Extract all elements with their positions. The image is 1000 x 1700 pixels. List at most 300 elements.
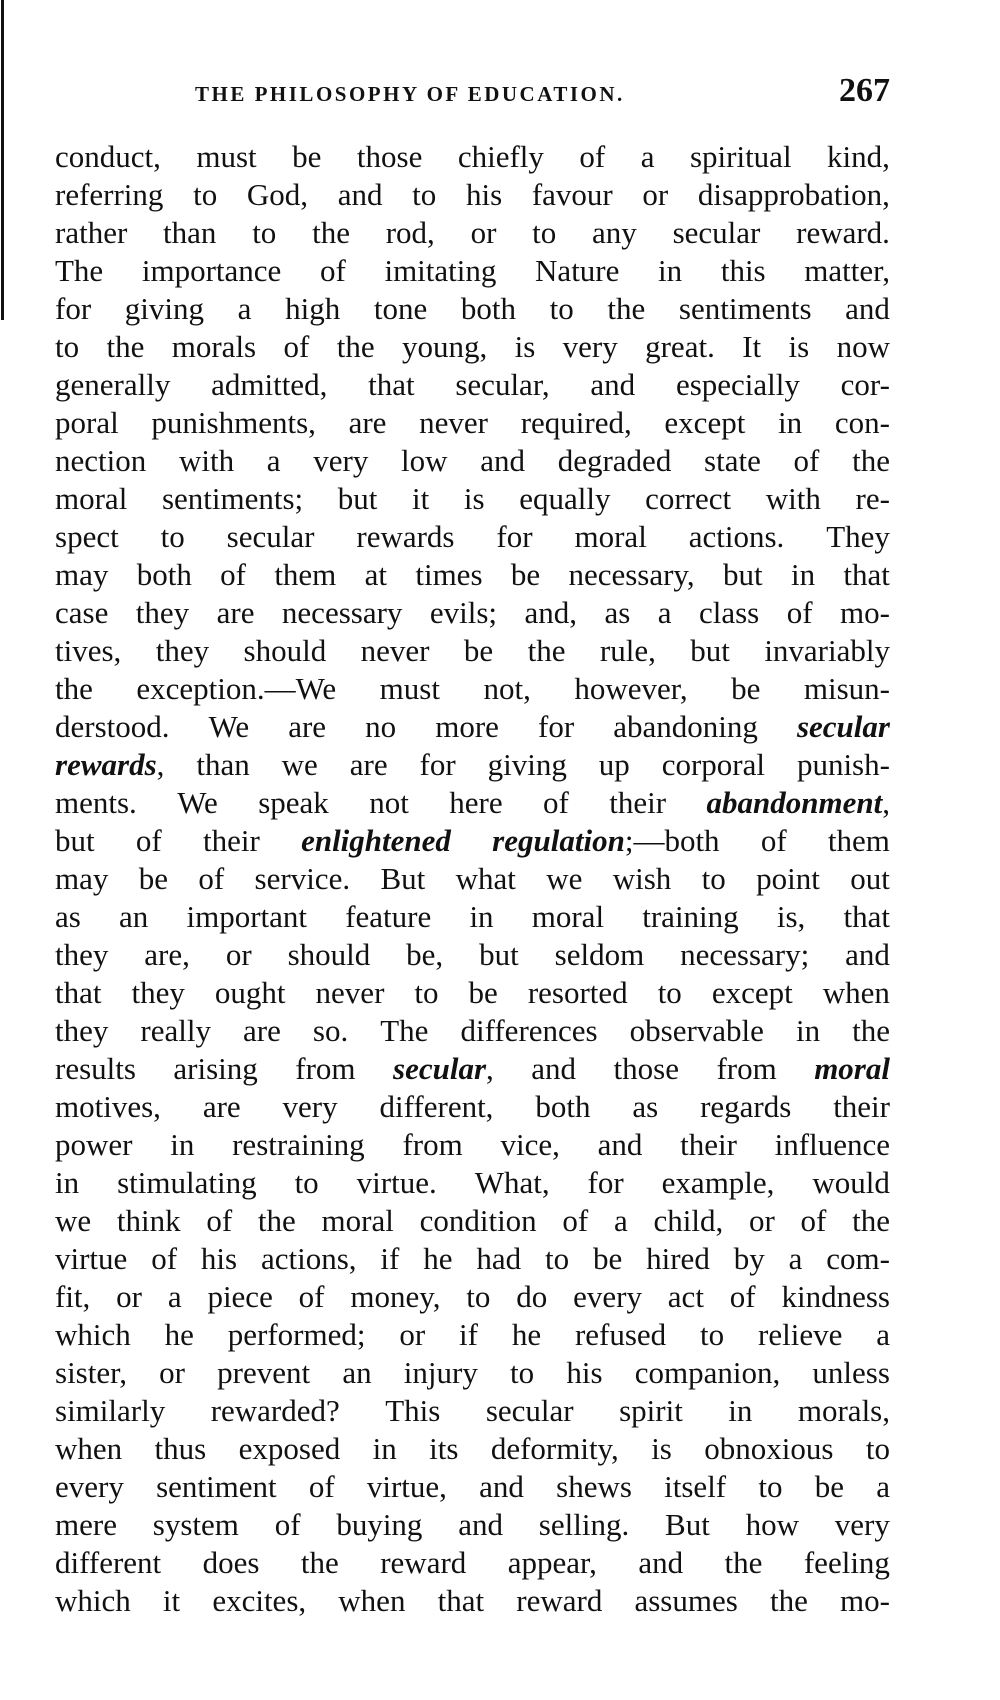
word: of [793,443,820,478]
word: the [300,1545,339,1580]
word: they [55,937,109,972]
word: giving [124,291,205,326]
word: relieve [758,1317,843,1352]
word: wish [612,861,672,896]
word: especially [675,367,800,402]
word: or [225,937,252,972]
word: ments. [55,785,137,820]
word: a [266,443,281,478]
word: now [836,329,890,364]
word: sentiments [678,291,812,326]
word: or [159,1355,185,1390]
word: every [573,1279,642,1314]
running-title: THE PHILOSOPHY OF EDUCATION. [195,82,625,106]
word: or [642,177,669,212]
word: had [476,1241,522,1276]
word: They [826,519,890,554]
text-line [55,898,890,936]
word: of [206,1203,233,1238]
word: should [287,937,371,972]
italic-word: rewards [55,747,157,782]
word: results [55,1051,136,1086]
word: to [701,861,726,896]
word: state [704,443,761,478]
word: But [380,861,426,896]
word: of [274,1507,301,1542]
word: that [55,975,102,1010]
word: a [237,291,252,326]
word: in [170,1127,195,1162]
word: or [748,1203,775,1238]
word: the [852,1013,890,1048]
word: never [315,975,385,1010]
page-header [55,74,890,114]
word: system [152,1507,239,1542]
word: any [592,215,637,250]
word: they [131,975,185,1010]
word: with [765,481,821,516]
word: power [55,1127,133,1162]
word: rewards [356,519,455,554]
word: that [843,899,890,934]
word: service. [254,861,351,896]
word: sentiments; [161,481,304,516]
word: as [604,595,631,630]
text-line [55,518,890,556]
word: we [55,1203,92,1238]
word: and, [524,595,578,630]
word: in [795,1013,821,1048]
word [707,784,890,822]
word: reward [516,1583,603,1618]
text-line [55,404,890,442]
word: of [298,1279,325,1314]
word: condition [419,1203,537,1238]
word: we [546,861,583,896]
word: times [415,557,483,592]
word: conduct, [55,139,161,174]
word: how [745,1507,799,1542]
word: their [833,1089,890,1124]
word: rule, [599,633,656,668]
word: unless [812,1355,890,1390]
word: those [356,139,423,174]
word: to [193,177,218,212]
word: punishments, [151,405,316,440]
word: and [337,177,383,212]
word: it [162,1583,181,1618]
text-line [55,442,890,480]
word: that [437,1583,485,1618]
word: itself [664,1469,727,1504]
word: very [282,1089,338,1124]
word: morals, [797,1393,890,1428]
word: is [788,329,810,364]
word: re- [855,481,890,516]
word: correct [645,481,732,516]
word: out [850,861,890,896]
italic-word: secular [393,1051,487,1086]
word: and [638,1545,684,1580]
text-line [55,366,890,404]
word: necessary; [680,937,810,972]
word: a [167,1279,182,1314]
word: to [412,177,437,212]
text-line [55,936,890,974]
word: motives, [55,1089,161,1124]
word: We [208,709,250,744]
word: it [412,481,430,516]
word: and [845,937,890,972]
italic-word: secular [796,709,890,744]
word: except [711,975,793,1010]
word: to [865,1431,890,1466]
word: moral [55,481,128,516]
word: vice, [500,1127,560,1162]
word: from [716,1051,777,1086]
page-edge-rule [1,0,4,320]
word: not, [483,671,531,706]
text-line [55,708,890,746]
word: secular [226,519,315,554]
text-line [55,1544,890,1582]
text-line [55,822,890,860]
word: , [882,785,890,820]
text-line [55,1012,890,1050]
word: in [658,253,683,288]
word: their [609,785,667,820]
word: the [336,329,375,364]
text-line [55,974,890,1012]
word: in [55,1165,80,1200]
word: matter, [804,253,890,288]
word: are [202,1089,241,1124]
word: exposed [238,1431,341,1466]
word: chiefly [457,139,544,174]
word: must [196,139,257,174]
word: spiritual [689,139,792,174]
word: the [106,329,145,364]
word: actions. [688,519,785,554]
word: degraded [557,443,672,478]
word: be [731,671,761,706]
word: This [385,1393,441,1428]
word: evils; [429,595,498,630]
word: admitted, [211,367,328,402]
word: really [140,1013,211,1048]
word: disapprobation, [697,177,890,212]
word: a [613,1203,628,1238]
word: class [698,595,760,630]
word: than [163,215,217,250]
word: of [135,823,162,858]
word: but [690,633,730,668]
word: be [592,1241,623,1276]
word: are [216,595,255,630]
word: shews [556,1469,632,1504]
word: of [220,557,246,592]
word: mo- [840,1583,890,1618]
word: and [458,1507,503,1542]
word: moral [321,1203,394,1238]
word: at [364,557,388,592]
word: does [202,1545,260,1580]
word: as [632,1089,659,1124]
word: every [55,1469,124,1504]
italic-word: enlightened [301,823,451,858]
word: buying [336,1507,423,1542]
word: of [579,139,606,174]
word [492,822,719,860]
text-line [55,1316,890,1354]
word: giving [487,747,567,782]
word: rather [55,215,128,250]
word: restraining [232,1127,365,1162]
word: may [55,861,109,896]
word: a [640,139,655,174]
word: are [288,709,327,744]
word: is [463,481,485,516]
word: or [399,1317,426,1352]
word: resorted [527,975,628,1010]
word: very [562,329,618,364]
text-line [55,328,890,366]
word: be [292,139,322,174]
word: virtue [55,1241,128,1276]
text-line [55,1582,890,1620]
word: fit, [55,1279,91,1314]
word: of [319,253,346,288]
word: that [368,367,415,402]
word: It [742,329,762,364]
text-line [55,176,890,214]
word: the [527,633,566,668]
word: are [243,1013,281,1048]
text-line [55,670,890,708]
word: are [348,405,387,440]
word: to [294,1165,319,1200]
word: the [852,1203,890,1238]
word: mo- [839,595,890,630]
word: but [55,823,95,858]
text-line [55,1278,890,1316]
word: should [243,633,327,668]
word: the [607,291,646,326]
word: the [724,1545,763,1580]
word: morals [171,329,257,364]
word: them [827,823,890,858]
word: kind, [827,139,890,174]
word: influence [774,1127,890,1162]
word: he [164,1317,194,1352]
word: be [138,861,168,896]
word: of [800,1203,827,1238]
word: secular [672,215,761,250]
word: and [531,1051,577,1086]
text-line [55,632,890,670]
word: in [778,405,803,440]
word: are, [144,937,190,972]
word: high [285,291,341,326]
word: regards [700,1089,792,1124]
word: a [788,1241,803,1276]
word: do [516,1279,548,1314]
word: with [178,443,235,478]
word: here [449,785,503,820]
text-line [55,1468,890,1506]
word: and [590,367,636,402]
word: the [257,1203,296,1238]
word: however, [574,671,688,706]
word: but [723,557,763,592]
word: he [511,1317,542,1352]
word: generally [55,367,171,402]
word: favour [531,177,613,212]
word: than [196,747,250,782]
word: or [470,215,497,250]
word: as [55,899,81,934]
word: but [479,937,519,972]
word: But [665,1507,710,1542]
text-line [55,1506,890,1544]
word: we [281,747,318,782]
word: when [55,1431,123,1466]
word: different, [379,1089,494,1124]
word: punish- [796,747,890,782]
word: appear, [507,1545,597,1580]
word: to [657,975,682,1010]
text-line [55,214,890,252]
word: virtue. [356,1165,437,1200]
word: stimulating [117,1165,257,1200]
word: necessary [281,595,403,630]
word: a [876,1317,890,1352]
word: may [55,557,109,592]
word: observable [629,1013,764,1048]
word: which [55,1317,131,1352]
word: no [365,709,397,744]
word: What, [474,1165,550,1200]
word: sentiment [156,1469,277,1504]
word: performed; [227,1317,366,1352]
text-line [55,784,890,822]
text-line [55,1050,890,1088]
word: injury [403,1355,478,1390]
word: a [876,1469,890,1504]
word: so. [312,1013,349,1048]
word: reward [380,1545,467,1580]
word: never [419,405,488,440]
word: he [423,1241,453,1276]
word: feature [345,899,432,934]
word: obnoxious [704,1431,834,1466]
text-line [55,860,890,898]
word: Nature [535,253,620,288]
word: companion, [634,1355,781,1390]
word: both [535,1089,591,1124]
word: secular, [455,367,550,402]
word: they [155,633,210,668]
word: if [459,1317,478,1352]
word: never [360,633,430,668]
word: both [460,291,516,326]
word: great. [645,329,715,364]
word: they [135,595,190,630]
word: the [312,215,350,250]
word: not [369,785,409,820]
word: corporal [661,747,765,782]
italic-word: regulation [492,823,625,858]
text-line [55,1430,890,1468]
word: except [664,405,746,440]
word: for [419,747,456,782]
word: an [119,899,149,934]
word: them [274,557,337,592]
word: secular [485,1393,574,1428]
word: to [160,519,185,554]
word: in [728,1393,753,1428]
word: young, [401,329,488,364]
word: sister, [55,1355,127,1390]
word: to [466,1279,491,1314]
word: in [469,899,494,934]
page-number: 267 [839,72,890,109]
word: from [295,1051,356,1086]
text-line [55,252,890,290]
word: from [402,1127,463,1162]
word: selling. [538,1507,630,1542]
word: similarly [55,1393,166,1428]
word: to [544,1241,570,1276]
word: a [657,595,672,630]
word: deformity, [490,1431,619,1466]
word: to [549,291,574,326]
word: cor- [840,367,890,402]
word: of [760,823,787,858]
word: the [55,671,93,706]
word: is [651,1431,672,1466]
word: or [116,1279,142,1314]
word: moral [531,899,605,934]
word: moral [574,519,647,554]
word: of [283,329,310,364]
word: differences [460,1013,598,1048]
word: spirit [619,1393,683,1428]
word: is, [776,899,806,934]
word: their [202,823,260,858]
word: to [55,329,80,364]
word: in [790,557,816,592]
text-line [55,138,890,176]
word: nection [55,443,147,478]
word: to [700,1317,725,1352]
word: case [55,595,109,630]
text-line [55,746,890,784]
word: if [380,1241,400,1276]
word: virtue, [366,1469,447,1504]
word: rod, [385,215,435,250]
word: by [733,1241,765,1276]
text-line [55,594,890,632]
word: very [313,443,369,478]
word: actions, [260,1241,357,1276]
word: invariably [764,633,890,668]
word: they [55,1013,109,1048]
word: speak [258,785,329,820]
body-text [55,138,890,1620]
word: to [252,215,277,250]
word: more [435,709,499,744]
